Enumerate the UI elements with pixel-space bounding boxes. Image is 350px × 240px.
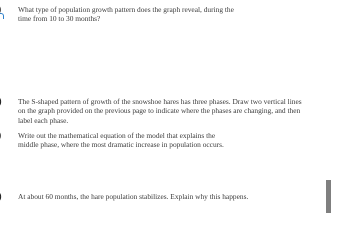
question-c-line: middle phase, where the most dramatic increase in population occurs. [18, 140, 224, 150]
question-d-label [0, 192, 2, 201]
scrollbar-thumb[interactable] [326, 180, 331, 213]
question-d-text [18, 192, 248, 201]
question-d-line: At about 60 months, the hare population stabilizes. Explain why this happens. [18, 192, 249, 201]
question-a-line: What type of population growth pattern does the graph reveal, during the [18, 5, 234, 14]
question-b-line: on the graph provided on the previous page to indicate where the phases are changing, and then [18, 106, 301, 116]
question-a-line: time from 10 to 30 months? [18, 14, 101, 24]
question-b-line: label each phase. [18, 115, 69, 125]
question-a-text [18, 5, 234, 24]
question-c-text [18, 131, 224, 150]
question-b-label [0, 97, 2, 106]
question-c-line: Write out the mathematical equation of the model that explains the [18, 131, 216, 140]
question-b-text [18, 97, 302, 125]
pen-annotation-icon [0, 13, 4, 19]
question-b-line: The S-shaped pattern of growth of the snowshoe hares has three phases. Draw two vertical lines [18, 97, 302, 106]
question-c-label [0, 131, 1, 140]
